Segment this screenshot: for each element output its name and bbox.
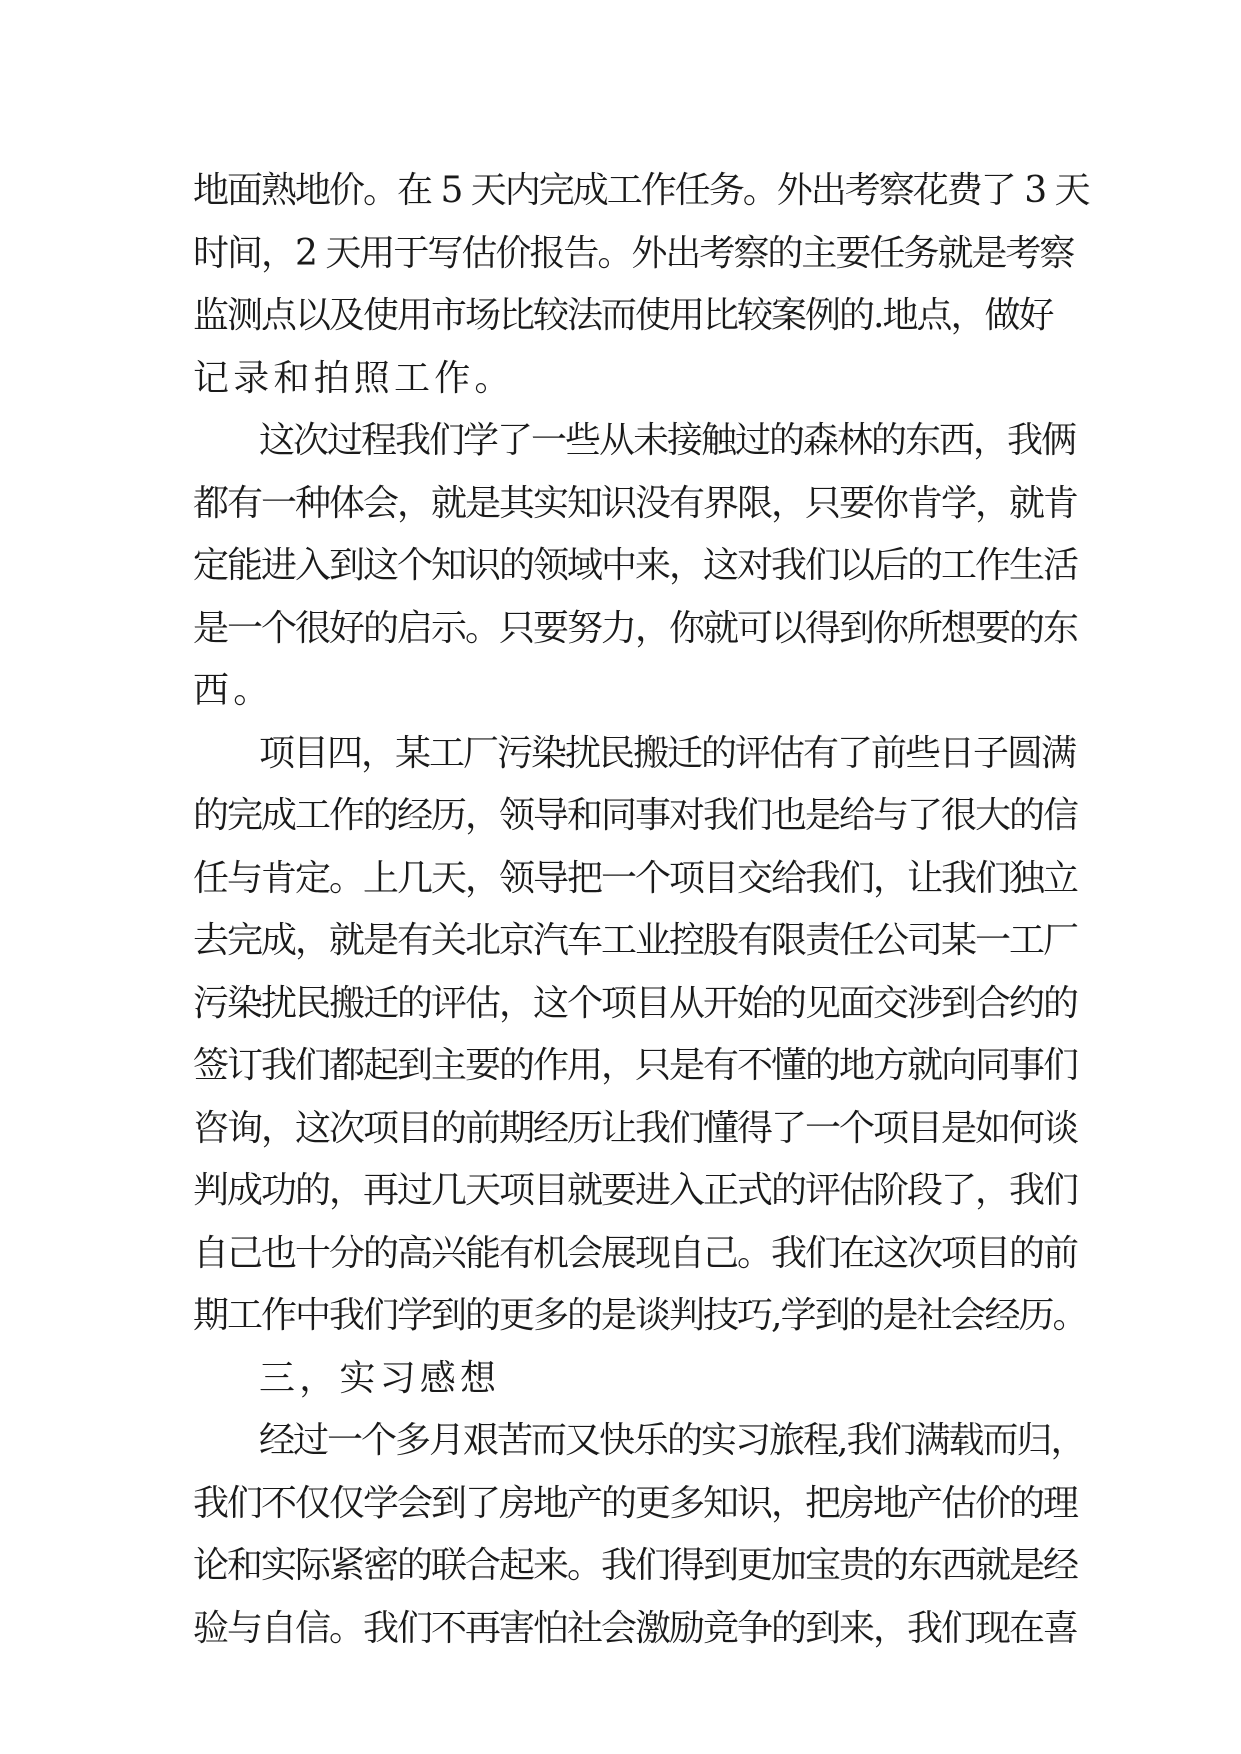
text-line: 定能进入到这个知识的领域中来，这对我们以后的工作生活 [193,545,1078,586]
text-line: 时间，2 天用于写估价报告。外出考察的主要任务就是考察 [193,232,1074,274]
text-line: 验与自信。我们不再害怕社会激励竞争的到来，我们现在喜 [193,1607,1078,1649]
text-line: 去完成，就是有关北京汽车工业控股有限责任公司某一工厂 [193,920,1078,961]
body-text [193,160,1089,1660]
text-line: 地面熟地价。在 5 天内完成工作任务。外出考察花费了 3 天 [193,170,1089,211]
text-line: 记录和拍照工作。 [193,357,515,399]
text-line: 三，实习感想 [259,1357,501,1399]
text-line: 都有一种体会，就是其实知识没有界限，只要你肯学，就肯 [193,482,1078,524]
text-line: 项目四，某工厂污染扰民搬迁的评估有了前些日子圆满 [259,732,1076,774]
text-line: 是一个很好的启示。只要努力，你就可以得到你所想要的东 [193,607,1078,649]
text-line: 监测点以及使用市场比较法而使用比较案例的.地点，做好 [193,295,1053,336]
text-line: 咨询，这次项目的前期经历让我们懂得了一个项目是如何谈 [193,1107,1078,1149]
text-line: 签订我们都起到主要的作用，只是有不懂的地方就向同事们 [193,1045,1078,1086]
text-line: 任与肯定。上几天，领导把一个项目交给我们，让我们独立 [193,857,1078,899]
text-line: 自己也十分的高兴能有机会展现自己。我们在这次项目的前 [193,1232,1078,1274]
text-line: 西。 [193,670,274,711]
text-line: 这次过程我们学了一些从未接触过的森林的东西，我俩 [259,420,1076,461]
text-line: 论和实际紧密的联合起来。我们得到更加宝贵的东西就是经 [193,1545,1078,1586]
text-line: 污染扰民搬迁的评估，这个项目从开始的见面交涉到合约的 [193,982,1078,1024]
text-line: 判成功的，再过几天项目就要进入正式的评估阶段了，我们 [193,1170,1078,1211]
text-line: 经过一个多月艰苦而又快乐的实习旅程,我们满载而归， [259,1420,1085,1461]
text-line: 期工作中我们学到的更多的是谈判技巧,学到的是社会经历。 [193,1295,1087,1336]
text-line: 的完成工作的经历，领导和同事对我们也是给与了很大的信 [193,795,1078,836]
text-line: 我们不仅仅学会到了房地产的更多知识，把房地产估价的理 [193,1482,1078,1524]
